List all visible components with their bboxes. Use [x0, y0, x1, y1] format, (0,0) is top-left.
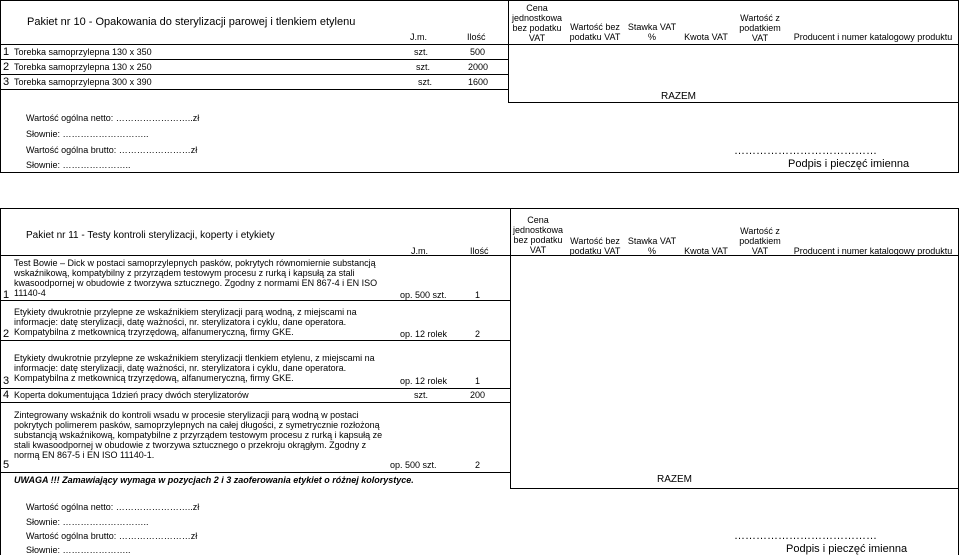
col-ilosc: Ilość	[467, 32, 486, 42]
row-qty: 200	[470, 390, 486, 400]
row-name: Etykiety dwukrotnie przylepne ze wskaźnikiem sterylizacji parą wodną, z miejscami na informacje: datę sterylizacji, datę ważności, nr. sterylizatora i cyklu, dane operatora. Kompatybilna z metkownicą trzyrzędową, alfanumeryczną, firmy GKE.	[14, 307, 357, 337]
row-qty: 500	[470, 47, 486, 57]
row-number: 2	[3, 61, 10, 73]
row-number: 3	[3, 76, 10, 88]
row-jm: szt.	[416, 62, 431, 72]
row-number: 3	[3, 375, 10, 387]
col-wartosc-bez: Wartość bez podatku VAT	[569, 236, 621, 256]
row-number: 1	[3, 289, 10, 301]
summary-slownie: Słownie: …………………..	[26, 545, 131, 555]
row-jm: op. 500 szt.	[400, 290, 447, 300]
row-qty: 1600	[468, 77, 489, 87]
col-stawka: Stawka VAT %	[627, 22, 677, 42]
row-qty: 2	[475, 460, 481, 470]
signature-dots: …………………………………	[734, 530, 877, 542]
row-jm: op. 500 szt.	[390, 460, 437, 470]
row-number: 1	[3, 46, 10, 58]
summary-brutto: Wartość ogólna brutto: ……………………zł	[26, 531, 198, 541]
row-jm: szt.	[414, 47, 429, 57]
col-wartosc-z: Wartość z podatkiem VAT	[739, 13, 781, 43]
col-ilosc: Ilość	[470, 246, 489, 256]
summary-slownie: Słownie: ………………………..	[26, 517, 149, 527]
col-producent: Producent i numer katalogowy produktu	[793, 246, 953, 256]
row-jm: op. 12 rolek	[400, 376, 448, 386]
col-stawka: Stawka VAT %	[627, 236, 677, 256]
row-name: Etykiety dwukrotnie przylepne ze wskaźnikiem sterylizacji tlenkiem etylenu, z miejscami na informacje: datę sterylizacji, datę ważności, nr. sterylizatora i cyklu, dane operatora. Kompatybilna z metkownicą trzyrzędową, alfanumeryczną, firmy GKE.	[14, 353, 375, 383]
summary-netto: Wartość ogólna netto: ……………………..zł	[26, 502, 200, 512]
package11-title: Pakiet nr 11 - Testy kontroli sterylizacji, koperty i etykiety	[26, 230, 275, 241]
col-wartosc-z: Wartość z podatkiem VAT	[739, 226, 781, 256]
summary-slownie: Słownie: ………………………..	[26, 129, 149, 139]
uwaga-note: UWAGA !!! Zamawiający wymaga w pozycjach 2 i 3 zaoferowania etykiet o różnej kolorystyce.	[14, 475, 414, 485]
col-wartosc-bez: Wartość bez podatku VAT	[569, 22, 621, 42]
razem-label: RAZEM	[657, 474, 692, 485]
summary-netto: Wartość ogólna netto: ……………………..zł	[26, 113, 200, 123]
row-jm: szt.	[414, 390, 429, 400]
signature-label: Podpis i pieczęć imienna	[788, 158, 910, 170]
razem-label: RAZEM	[661, 91, 696, 102]
summary-brutto: Wartość ogólna brutto: ……………………zł	[26, 145, 198, 155]
col-producent: Producent i numer katalogowy produktu	[793, 32, 953, 42]
row-name: Koperta dokumentująca 1dzień pracy dwóch sterylizatorów	[14, 390, 249, 400]
row-name: Torebka samoprzylepna 130 x 350	[14, 47, 152, 57]
col-jm: J.m.	[411, 246, 428, 256]
row-jm: szt.	[418, 77, 433, 87]
row-qty: 1	[475, 376, 481, 386]
package10-title: Pakiet nr 10 - Opakowania do sterylizacji parowej i tlenkiem etylenu	[27, 16, 356, 28]
col-kwota: Kwota VAT	[684, 32, 728, 42]
row-name: Test Bowie – Dick w postaci samoprzylepnych pasków, pokrytych równomiernie substancją wskaźnikową, kompatybilny z przyrządem testowym procesu z rurką i kapsułą za stali kwasoodpornej w obudowie z tworzywa sztucznego. Zgodny z normami EN 867-4 i EN ISO 11140-4	[14, 258, 378, 298]
signature-label: Podpis i pieczęć imienna	[786, 543, 908, 555]
row-qty: 1	[475, 290, 481, 300]
signature-dots: …………………………………	[734, 145, 877, 157]
row-qty: 2	[475, 329, 481, 339]
col-jm: J.m.	[410, 32, 427, 42]
row-qty: 2000	[468, 62, 489, 72]
col-cena-netto: Cena jednostkowa bez podatku VAT	[512, 215, 564, 255]
row-number: 2	[3, 328, 10, 340]
row-name: Zintegrowany wskaźnik do kontroli wsadu w procesie sterylizacji parą wodną w postaci pokrytych polimerem pasków, samoprzylepnych na całej długości, z symetrycznie rozłożoną substancją wskaźnikową, kompatybilne z przyrządem testowym procesu z rurką i kapsułą ze stali kwasoodpornej w obudowie z tworzywa sztucznego o przekroju okrągłym. Zgodny z normą EN 867-5 i EN ISO 11140-1.	[14, 410, 383, 460]
row-name: Torebka samoprzylepna 300 x 390	[14, 77, 152, 87]
row-name: Torebka samoprzylepna 130 x 250	[14, 62, 152, 72]
row-number: 4	[3, 389, 10, 401]
row-jm: op. 12 rolek	[400, 329, 448, 339]
col-cena-netto: Cena jednostkowa bez podatku VAT	[511, 3, 563, 43]
row-number: 5	[3, 459, 10, 471]
summary-slownie: Słownie: …………………..	[26, 160, 131, 170]
col-kwota: Kwota VAT	[684, 246, 728, 256]
